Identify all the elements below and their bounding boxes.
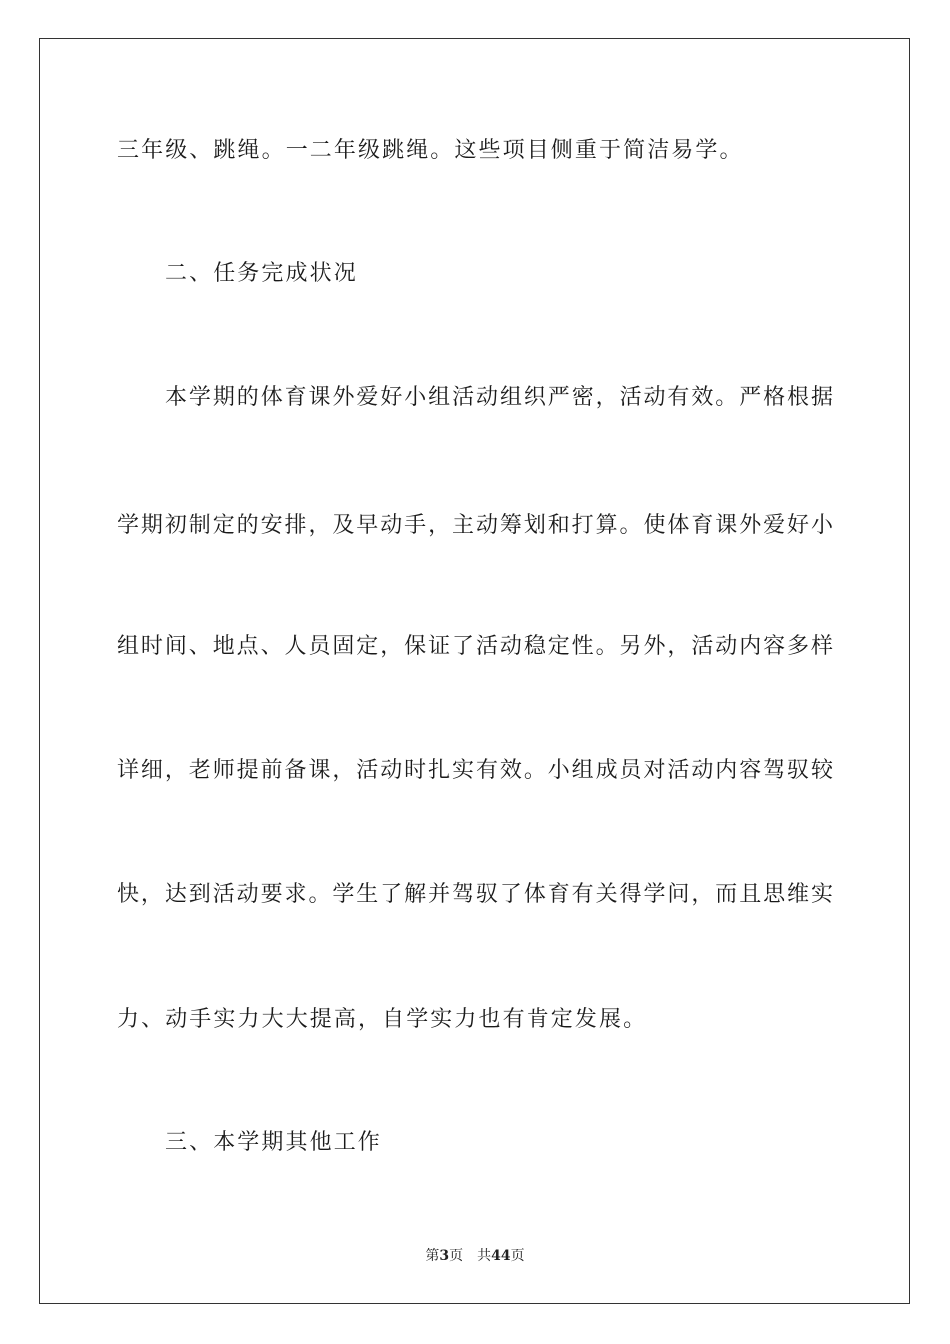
section-heading: 三、本学期其他工作 (165, 1130, 382, 1155)
page-border (39, 38, 910, 1304)
page-footer (0, 1247, 950, 1265)
page-number: 3 (439, 1248, 450, 1264)
paragraph-line: 三年级、跳绳。一二年级跳绳。这些项目侧重于简洁易学。 (117, 138, 744, 163)
page-suffix: 页 (449, 1248, 464, 1264)
total-pages: 44 (491, 1248, 511, 1264)
paragraph-line: 学期初制定的安排，及早动手，主动筹划和打算。使体育课外爱好小 (117, 513, 833, 538)
total-prefix: 共 (477, 1248, 492, 1264)
section-heading: 二、任务完成状况 (165, 261, 358, 286)
total-suffix: 页 (510, 1248, 525, 1264)
paragraph-line: 详细，老师提前备课，活动时扎实有效。小组成员对活动内容驾驭较 (117, 758, 833, 783)
paragraph-line: 本学期的体育课外爱好小组活动组织严密，活动有效。严格根据 (165, 385, 833, 410)
paragraph-line: 力、动手实力大大提高，自学实力也有肯定发展。 (117, 1007, 648, 1032)
paragraph-line: 组时间、地点、人员固定，保证了活动稳定性。另外，活动内容多样 (117, 634, 833, 659)
page-prefix: 第 (425, 1248, 440, 1264)
paragraph-line: 快，达到活动要求。学生了解并驾驭了体育有关得学问，而且思维实 (117, 882, 833, 907)
